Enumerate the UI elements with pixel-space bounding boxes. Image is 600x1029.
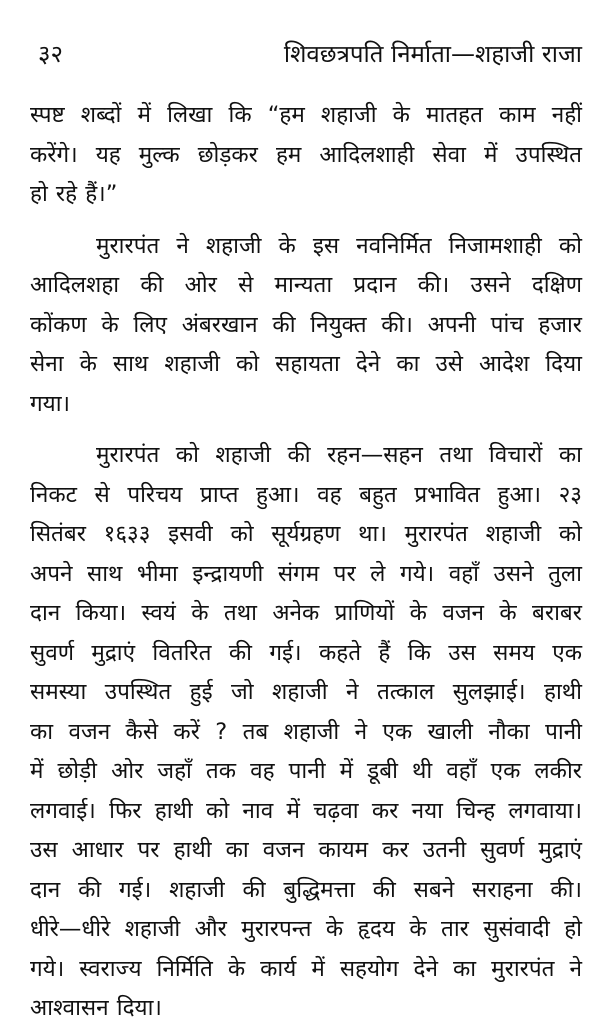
text-line: दान की गई। शहाजी की बुद्धिमत्ता की सबने सराहना की। [30, 876, 582, 903]
body-text [30, 96, 582, 1029]
text-line: करेंगे। यह मुल्क छोड़कर हम आदिलशाही सेवा में उपस्थित [30, 141, 582, 168]
text-line: सेना के साथ शहाजी को सहायता देने का उसे आदेश दिया [30, 351, 582, 377]
text-line: में छोड़ी ओर जहाँ तक वह पानी में डूबी थी वहाँ एक लकीर [30, 758, 582, 784]
text-line: आदिलशहा की ओर से मान्यता प्रदान की। उसने दक्षिण [30, 272, 582, 298]
text-line: गये। स्वराज्य निर्मिति के कार्य में सहयोग देने का मुरारपंत ने [30, 955, 582, 982]
page-number: ३२ [38, 40, 63, 68]
text-line: लगवाई। फिर हाथी को नाव में चढ़वा कर नया चिन्ह लगवाया। [30, 797, 582, 824]
text-line: मुरारपंत को शहाजी की रहन—सहन तथा विचारों का [96, 442, 582, 468]
text-line: धीरे—धीरे शहाजी और मुरारपन्त के हृदय के तार सुसंवादी हो [30, 916, 582, 942]
text-line: का वजन कैसे करें ? तब शहाजी ने एक खाली नौका पानी [30, 718, 582, 745]
text-line: मुरारपंत ने शहाजी के इस नवनिर्मित निजामशाही को [96, 232, 582, 259]
text-line: सितंबर १६३३ इसवी को सूर्यग्रहण था। मुरारपंत शहाजी को [30, 521, 582, 547]
running-title: शिवछत्रपति निर्माता—शहाजी राजा [283, 40, 582, 68]
text-line: समस्या उपस्थित हुई जो शहाजी ने तत्काल सुलझाई। हाथी [30, 679, 582, 705]
text-line: स्पष्ट शब्दों में लिखा कि “हम शहाजी के मातहत काम नहीं [30, 102, 582, 128]
paragraph-1 [30, 96, 582, 215]
page-header [30, 34, 582, 74]
text-line: आश्वासन दिया। [30, 995, 162, 1021]
paragraph-3 [30, 436, 582, 1029]
text-line: उस आधार पर हाथी का वजन कायम कर उतनी सुवर्ण मुद्राएं [30, 837, 582, 863]
text-line: निकट से परिचय प्राप्त हुआ। वह बहुत प्रभावित हुआ। २३ [30, 481, 582, 508]
text-line: दान किया। स्वयं के तथा अनेक प्राणियों के वजन के बराबर [30, 600, 582, 626]
text-line: अपने साथ भीमा इन्द्रायणी संगम पर ले गये। वहाँ उसने तुला [30, 560, 582, 587]
text-line: गया। [30, 390, 71, 417]
text-line: सुवर्ण मुद्राएं वितरित की गई। कहते हैं कि उस समय एक [30, 639, 582, 666]
text-line: कोंकण के लिए अंबरखान की नियुक्त की। अपनी पांच हजार [30, 311, 582, 338]
paragraph-2 [30, 227, 582, 425]
text-line: हो रहे हैं।” [30, 181, 118, 207]
